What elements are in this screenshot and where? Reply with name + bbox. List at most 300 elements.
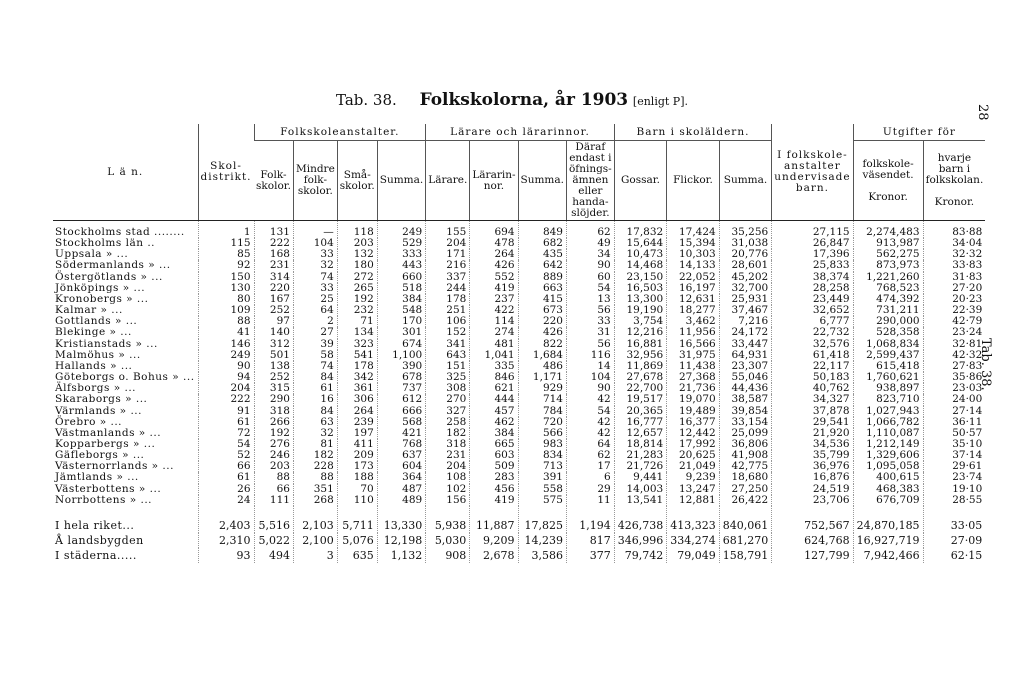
table-cell: 678 xyxy=(377,372,425,383)
table-cell: 637 xyxy=(377,450,425,461)
table-cell: 12,442 xyxy=(667,428,720,439)
table-cell: 290 xyxy=(254,394,293,405)
header-lan: L ä n. xyxy=(53,124,198,221)
table-cell: 529 xyxy=(377,238,425,249)
table-cell: 54 xyxy=(566,283,614,294)
table-cell: 5,076 xyxy=(337,533,377,548)
table-cell: 3,586 xyxy=(518,548,566,563)
table-cell: 3,754 xyxy=(614,316,667,327)
table-cell: 603 xyxy=(470,450,518,461)
table-cell: 209 xyxy=(337,450,377,461)
table-cell: 204 xyxy=(426,461,470,472)
table-cell: 364 xyxy=(377,472,425,483)
table-cell: 5,711 xyxy=(337,506,377,533)
table-cell: 314 xyxy=(254,272,293,283)
group-folkskoleanstalter: Folkskoleanstalter. xyxy=(254,124,426,141)
table-cell: 823,710 xyxy=(853,394,923,405)
table-cell: 20,776 xyxy=(719,249,772,260)
table-cell: 1,066,782 xyxy=(853,417,923,428)
table-cell: 419 xyxy=(470,495,518,506)
table-cell: 31,038 xyxy=(719,238,772,249)
table-cell: 19,190 xyxy=(614,305,667,316)
table-cell: 6 xyxy=(566,472,614,483)
table-cell: 91 xyxy=(198,406,254,417)
row-label: Värmlands » ... xyxy=(55,404,142,417)
table-cell: 16 xyxy=(293,394,337,405)
table-cell: 34 xyxy=(566,249,614,260)
table-cell: 88 xyxy=(198,316,254,327)
table-cell: 88 xyxy=(254,472,293,483)
table-cell: 873,973 xyxy=(853,260,923,271)
page-title xyxy=(0,90,1024,110)
table-cell: 72 xyxy=(198,428,254,439)
table-cell: 50,183 xyxy=(772,372,853,383)
table-cell: 115 xyxy=(198,238,254,249)
table-cell: 14,003 xyxy=(614,484,667,495)
table-cell: 74 xyxy=(293,272,337,283)
row-label: Kalmar » ... xyxy=(55,304,123,317)
table-cell: 266 xyxy=(254,417,293,428)
table-cell: 64 xyxy=(293,305,337,316)
table-cell: 36,806 xyxy=(719,439,772,450)
table-cell: 23,706 xyxy=(772,495,853,506)
row-label: Västernorrlands » ... xyxy=(55,460,174,473)
table-cell: 38,587 xyxy=(719,394,772,405)
table-cell: 25,931 xyxy=(719,294,772,305)
table-cell: 251 xyxy=(426,305,470,316)
table-cell: 457 xyxy=(470,406,518,417)
table-cell: 12,881 xyxy=(667,495,720,506)
table-cell: 23·03 xyxy=(923,383,985,394)
table-cell: 228 xyxy=(293,461,337,472)
table-cell: 118 xyxy=(337,221,377,239)
table-cell: 92 xyxy=(198,260,254,271)
table-cell: 415 xyxy=(518,294,566,305)
table-totals xyxy=(53,506,985,563)
table-cell: 204 xyxy=(198,383,254,394)
table-cell: 11,956 xyxy=(667,327,720,338)
table-cell: 337 xyxy=(426,272,470,283)
table-cell: 1 xyxy=(198,221,254,239)
table-cell: 32·32 xyxy=(923,249,985,260)
header-folkskolor: Folk-skolor. xyxy=(254,141,293,221)
table-cell: 21,049 xyxy=(667,461,720,472)
table-title: Folkskolorna, år 1903 xyxy=(419,90,629,110)
table-cell: 104 xyxy=(566,372,614,383)
group-larare: Lärare och lärarinnor. xyxy=(426,124,615,141)
header-gossar: Gossar. xyxy=(614,141,667,221)
table-cell: 391 xyxy=(518,472,566,483)
table-cell: 32,652 xyxy=(772,305,853,316)
table-cell: 2,274,483 xyxy=(853,221,923,239)
table-cell: 27,250 xyxy=(719,484,772,495)
table-cell: 27,368 xyxy=(667,372,720,383)
table-cell: 1,110,087 xyxy=(853,428,923,439)
row-label: Hallands » ... xyxy=(55,359,133,372)
table-cell: 35,256 xyxy=(719,221,772,239)
table-cell: 20·23 xyxy=(923,294,985,305)
table-cell: 14,239 xyxy=(518,533,566,548)
table-cell: 665 xyxy=(470,439,518,450)
table-cell: 171 xyxy=(426,249,470,260)
row-label: Örebro » ... xyxy=(55,415,123,428)
table-cell: 435 xyxy=(518,249,566,260)
table-cell: 1,132 xyxy=(377,548,425,563)
table-cell: 203 xyxy=(254,461,293,472)
table-cell: 604 xyxy=(377,461,425,472)
table-cell: 60 xyxy=(566,272,614,283)
table-cell: 3 xyxy=(293,548,337,563)
table-cell: 306 xyxy=(337,394,377,405)
table-cell: 384 xyxy=(377,294,425,305)
table-cell: 12,631 xyxy=(667,294,720,305)
total-row xyxy=(53,533,985,548)
table-cell: 83·88 xyxy=(923,221,985,239)
table-cell: 62·15 xyxy=(923,548,985,563)
table-cell: 231 xyxy=(254,260,293,271)
table-cell: 643 xyxy=(426,350,470,361)
table-cell: 938,897 xyxy=(853,383,923,394)
table-cell: 612 xyxy=(377,394,425,405)
table-cell: 31 xyxy=(566,327,614,338)
table-cell: 42·79 xyxy=(923,316,985,327)
table-cell: 45,202 xyxy=(719,272,772,283)
table-cell: 443 xyxy=(377,260,425,271)
table-cell: 13,247 xyxy=(667,484,720,495)
table-cell: 674 xyxy=(377,339,425,350)
table-cell: 2,103 xyxy=(293,506,337,533)
table-cell: 335 xyxy=(470,361,518,372)
table-cell: 24,870,185 xyxy=(853,506,923,533)
table-cell: 32,700 xyxy=(719,283,772,294)
table-cell: 85 xyxy=(198,249,254,260)
total-row xyxy=(53,548,985,563)
table-cell: 156 xyxy=(426,495,470,506)
table-cell: 676,709 xyxy=(853,495,923,506)
table-cell: 222 xyxy=(254,238,293,249)
table-cell: 22,700 xyxy=(614,383,667,394)
table-row xyxy=(53,221,985,239)
table-cell: 673 xyxy=(518,305,566,316)
table-cell: 681,270 xyxy=(719,533,772,548)
table-cell: 16,881 xyxy=(614,339,667,350)
table-cell: 474,392 xyxy=(853,294,923,305)
table-cell: 834 xyxy=(518,450,566,461)
table-cell: 908 xyxy=(426,548,470,563)
row-label: Göteborgs o. Bohus » ... xyxy=(55,371,195,384)
table-cell: 486 xyxy=(518,361,566,372)
header-skoldistrikt: Skol-distrikt. xyxy=(198,124,254,221)
table-cell: 1,221,260 xyxy=(853,272,923,283)
table-cell: 720 xyxy=(518,417,566,428)
table-cell: 61 xyxy=(293,383,337,394)
table-cell: 35·10 xyxy=(923,439,985,450)
table-cell: 50·57 xyxy=(923,428,985,439)
table-cell: 33 xyxy=(293,249,337,260)
table-cell: — xyxy=(293,221,337,239)
table-cell: 31,975 xyxy=(667,350,720,361)
table-cell: 1,329,606 xyxy=(853,450,923,461)
row-label: Jönköpings » ... xyxy=(55,281,146,294)
row-label: I städerna..... xyxy=(55,548,137,562)
row-label: Västerbottens » ... xyxy=(55,482,162,495)
table-cell: 983 xyxy=(518,439,566,450)
table-cell: 308 xyxy=(426,383,470,394)
table-cell: 63 xyxy=(293,417,337,428)
table-cell: 16,197 xyxy=(667,283,720,294)
table-cell: 12,198 xyxy=(377,533,425,548)
table-cell: 509 xyxy=(470,461,518,472)
table-cell: 28,258 xyxy=(772,283,853,294)
table-cell: 426 xyxy=(470,260,518,271)
table-cell: 11,869 xyxy=(614,361,667,372)
table-cell: 5,938 xyxy=(426,506,470,533)
row-label: Östergötlands » ... xyxy=(55,270,163,283)
table-cell: 13 xyxy=(566,294,614,305)
table-cell: 846 xyxy=(470,372,518,383)
table-cell: 15,394 xyxy=(667,238,720,249)
header-folkskolevasendet-label: folkskole-väsendet. xyxy=(862,157,914,181)
table-cell: 264 xyxy=(470,249,518,260)
table-cell: 16,876 xyxy=(772,472,853,483)
table-cell: 27·20 xyxy=(923,283,985,294)
source-note: [enligt P]. xyxy=(632,95,688,108)
table-cell: 21,726 xyxy=(614,461,667,472)
table-cell: 501 xyxy=(254,350,293,361)
table-cell: 9,239 xyxy=(667,472,720,483)
table-cell: 1,684 xyxy=(518,350,566,361)
table-cell: 272 xyxy=(337,272,377,283)
table-cell: 61 xyxy=(198,417,254,428)
table-row xyxy=(53,394,985,405)
table-cell: 12,216 xyxy=(614,327,667,338)
table-cell: 615,418 xyxy=(853,361,923,372)
table-cell: 27·83 xyxy=(923,361,985,372)
table-cell: 237 xyxy=(470,294,518,305)
table-cell: 106 xyxy=(426,316,470,327)
table-cell: 34,327 xyxy=(772,394,853,405)
table-cell: 478 xyxy=(470,238,518,249)
table-cell: 41 xyxy=(198,327,254,338)
table-cell: 548 xyxy=(377,305,425,316)
table-cell: 130 xyxy=(198,283,254,294)
table-cell: 456 xyxy=(470,484,518,495)
table-cell: 23,150 xyxy=(614,272,667,283)
table-cell: 312 xyxy=(254,339,293,350)
unit-kronor-1: Kronor. xyxy=(868,190,908,203)
table-cell: 444 xyxy=(470,394,518,405)
table-cell: 19·10 xyxy=(923,484,985,495)
table-cell: 140 xyxy=(254,327,293,338)
table-cell: 10,473 xyxy=(614,249,667,260)
table-cell: 341 xyxy=(426,339,470,350)
table-cell: 784 xyxy=(518,406,566,417)
table-row xyxy=(53,495,985,506)
table-cell: 84 xyxy=(293,406,337,417)
statistics-table xyxy=(53,124,985,563)
header-larare: Lärare. xyxy=(426,141,470,221)
table-cell: 265 xyxy=(337,283,377,294)
table-cell: 90 xyxy=(198,361,254,372)
group-utgifter: Utgifter för xyxy=(853,124,985,141)
table-cell: 79,049 xyxy=(667,548,720,563)
table-cell: 562,275 xyxy=(853,249,923,260)
table-cell: 20,625 xyxy=(667,450,720,461)
table-cell: 26,847 xyxy=(772,238,853,249)
table-body xyxy=(53,221,985,506)
table-cell: 34·04 xyxy=(923,238,985,249)
table-cell: 104 xyxy=(293,238,337,249)
table-cell: 621 xyxy=(470,383,518,394)
table-cell: 155 xyxy=(426,221,470,239)
table-cell: 54 xyxy=(198,439,254,450)
table-cell: 333 xyxy=(377,249,425,260)
group-barn: Barn i skoläldern. xyxy=(614,124,772,141)
table-cell: 822 xyxy=(518,339,566,350)
table-cell: 42·32 xyxy=(923,350,985,361)
table-cell: 66 xyxy=(254,484,293,495)
table-cell: 27·14 xyxy=(923,406,985,417)
table-cell: 41,908 xyxy=(719,450,772,461)
table-cell: 15,644 xyxy=(614,238,667,249)
table-cell: 23,449 xyxy=(772,294,853,305)
table-cell: 6,777 xyxy=(772,316,853,327)
table-cell: 178 xyxy=(337,361,377,372)
table-cell: 11,887 xyxy=(470,506,518,533)
table-cell: 361 xyxy=(337,383,377,394)
table-cell: 252 xyxy=(254,305,293,316)
table-cell: 170 xyxy=(377,316,425,327)
table-cell: 426 xyxy=(518,327,566,338)
table-cell: 88 xyxy=(293,472,337,483)
table-cell: 22·39 xyxy=(923,305,985,316)
header-summa-barn: Summa. xyxy=(719,141,772,221)
table-cell: 18,277 xyxy=(667,305,720,316)
table-cell: 111 xyxy=(254,495,293,506)
table-cell: 216 xyxy=(426,260,470,271)
table-cell: 264 xyxy=(337,406,377,417)
header-summa-larare: Summa. xyxy=(518,141,566,221)
table-cell: 197 xyxy=(337,428,377,439)
table-cell: 220 xyxy=(518,316,566,327)
table-cell: 849 xyxy=(518,221,566,239)
table-cell: 17,424 xyxy=(667,221,720,239)
row-label: Kristianstads » ... xyxy=(55,337,158,350)
table-cell: 134 xyxy=(337,327,377,338)
table-cell: 114 xyxy=(470,316,518,327)
table-cell: 541 xyxy=(337,350,377,361)
table-cell: 28·55 xyxy=(923,495,985,506)
table-cell: 178 xyxy=(426,294,470,305)
table-cell: 13,541 xyxy=(614,495,667,506)
table-cell: 17,396 xyxy=(772,249,853,260)
table-cell: 518 xyxy=(377,283,425,294)
table-cell: 768 xyxy=(377,439,425,450)
table-cell: 33·83 xyxy=(923,260,985,271)
table-cell: 642 xyxy=(518,260,566,271)
table-cell: 11,438 xyxy=(667,361,720,372)
table-cell: 325 xyxy=(426,372,470,383)
table-cell: 44,436 xyxy=(719,383,772,394)
table-cell: 7,942,466 xyxy=(853,548,923,563)
table-cell: 56 xyxy=(566,305,614,316)
table-cell: 16,777 xyxy=(614,417,667,428)
total-row xyxy=(53,506,985,533)
table-cell: 158,791 xyxy=(719,548,772,563)
table-cell: 182 xyxy=(293,450,337,461)
table-cell: 29 xyxy=(566,484,614,495)
table-cell: 81 xyxy=(293,439,337,450)
header-smaskolor: Små-skolor. xyxy=(337,141,377,221)
table-cell: 109 xyxy=(198,305,254,316)
table-cell: 17,992 xyxy=(667,439,720,450)
table-cell: 268 xyxy=(293,495,337,506)
table-cell: 37,467 xyxy=(719,305,772,316)
table-cell: 558 xyxy=(518,484,566,495)
table-cell: 102 xyxy=(426,484,470,495)
table-cell: 97 xyxy=(254,316,293,327)
table-cell: 22,052 xyxy=(667,272,720,283)
header-ofningsamnen: Däraf endast i öfnings-ämnen eller handa-slöjder. xyxy=(566,141,614,221)
table-cell: 182 xyxy=(426,428,470,439)
table-cell: 32·81 xyxy=(923,339,985,350)
table-cell: 840,061 xyxy=(719,506,772,533)
table-cell: 32 xyxy=(293,260,337,271)
table-cell: 334,274 xyxy=(667,533,720,548)
table-cell: 462 xyxy=(470,417,518,428)
table-cell: 132 xyxy=(337,249,377,260)
table-cell: 66 xyxy=(198,461,254,472)
table-cell: 25,099 xyxy=(719,428,772,439)
table-cell: 24,519 xyxy=(772,484,853,495)
table-cell: 566 xyxy=(518,428,566,439)
table-cell: 138 xyxy=(254,361,293,372)
table-cell: 752,567 xyxy=(772,506,853,533)
table-cell: 71 xyxy=(337,316,377,327)
table-cell: 116 xyxy=(566,350,614,361)
table-cell: 61,418 xyxy=(772,350,853,361)
table-cell: 390 xyxy=(377,361,425,372)
table-cell: 2,678 xyxy=(470,548,518,563)
table-cell: 19,070 xyxy=(667,394,720,405)
table-cell: 17 xyxy=(566,461,614,472)
header-undervisade-barn: I folkskole-anstalter undervisade barn. xyxy=(772,124,853,221)
table-cell: 1,095,058 xyxy=(853,461,923,472)
table-cell: 26 xyxy=(198,484,254,495)
row-label: Skaraborgs » ... xyxy=(55,393,148,406)
table-cell: 327 xyxy=(426,406,470,417)
header-flickor: Flickor. xyxy=(667,141,720,221)
header-lararinnor: Lärarin-nor. xyxy=(470,141,518,221)
table-cell: 27,678 xyxy=(614,372,667,383)
table-cell: 108 xyxy=(426,472,470,483)
table-cell: 249 xyxy=(198,350,254,361)
table-cell: 24 xyxy=(198,495,254,506)
table-cell: 52 xyxy=(198,450,254,461)
table-cell: 3,462 xyxy=(667,316,720,327)
row-label: Å landsbygden xyxy=(55,533,144,547)
table-row xyxy=(53,472,985,483)
table-cell: 18,680 xyxy=(719,472,772,483)
table-cell: 188 xyxy=(337,472,377,483)
table-cell: 1,100 xyxy=(377,350,425,361)
table-cell: 17,832 xyxy=(614,221,667,239)
table-cell: 19,517 xyxy=(614,394,667,405)
table-cell: 13,300 xyxy=(614,294,667,305)
table-cell: 283 xyxy=(470,472,518,483)
table-cell: 2,310 xyxy=(198,533,254,548)
table-cell: 11 xyxy=(566,495,614,506)
